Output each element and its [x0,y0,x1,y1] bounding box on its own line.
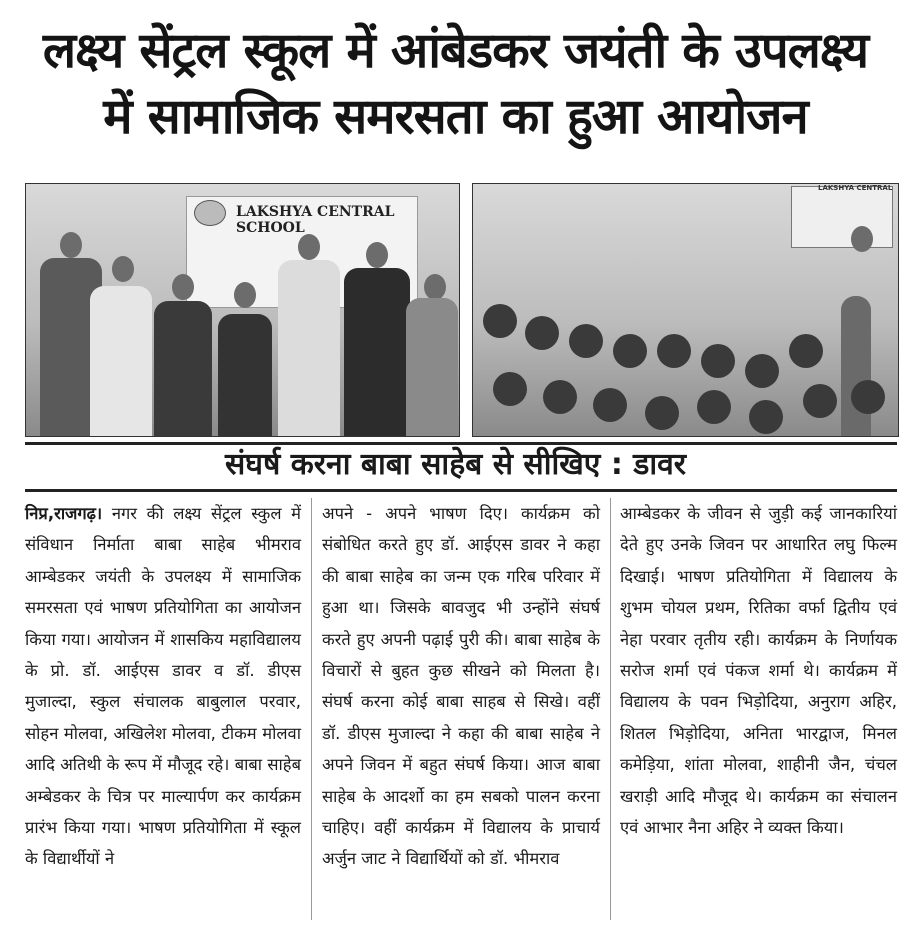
speaker [841,296,871,436]
poster-text: LAKSHYA CENTRAL [818,184,893,192]
audience-head [657,334,691,368]
audience-head [789,334,823,368]
audience-head [593,388,627,422]
photo-guests-on-stage [25,183,460,437]
audience-head [745,354,779,388]
ambedkar-poster [791,186,893,248]
person [154,301,212,436]
headline-line-1: लक्ष्य सेंट्रल स्कूल में आंबेडकर जयंती के उपलक्ष्य [42,22,869,79]
audience-head [697,390,731,424]
person-head [172,274,194,300]
article-column-3 [620,498,897,843]
headline [0,18,911,150]
audience-head [613,334,647,368]
photo-audience [472,183,899,437]
headline-line-2: में सामाजिक समरसता का हुआ आयोजन [103,88,808,145]
column-divider [610,498,611,920]
byline: निप्र,राजगढ़। [25,504,103,523]
person [344,268,410,436]
speaker-head [851,226,873,252]
audience-head [749,400,783,434]
audience-head [803,384,837,418]
audience-head [525,316,559,350]
person-head [424,274,446,300]
audience-head [851,380,885,414]
column-3-text: आम्बेडकर के जीवन से जुड़ी कई जानकारियां देते हुए उनके जिवन पर आधारित लघु फिल्म दिखाई। भाषण प्रतियोगिता में विद्यालय के शुभम चोयल प्रथम, रितिका वर्फा द्वितीय एवं नेहा परवार तृतीय रही। कार्यक्रम के निर्णायक सरोज शर्मा एवं पंकज शर्मा थे। कार्यक्रम में विद्यालय के पवन भिड़ोदिया, अनुराग अहिर, शितल भिड़ोदिया, अनिता भारद्वाज, मिनल कमेड़िया, शांता मोलवा, शाहीनी जैन, चंचल खराड़ी आदि मौजूद थे। कार्यक्रम का संचालन एवं आभार नैना अहिर ने व्यक्त किया। [620,504,897,838]
column-2-text: अपने - अपने भाषण दिए। कार्यक्रम को संबोधित करते हुए डॉ. आईएस डावर ने कहा की बाबा साहेब का जन्म एक गरिब परिवार में हुआ था। जिसके बावजुद भी उन्होंने संघर्ष करते हुए अपनी पढ़ाई पुरी की। बाबा साहेब के विचारों से बुहत कुछ सीखने को मिलता है। संघर्ष करना कोई बाबा साहब से सिखे। वहीं डॉ. डीएस मुजाल्दा ने कहा की बाबा साहेब ने अपने जिवन में बहुत संघर्ष किया। आज बाबा साहेब के आदर्शो का हम सबको पालन करना चाहिए। वहीं कार्यक्रम में विद्यालय के प्राचार्य अर्जुन जाट ने विद्यार्थियों को डॉ. भीमराव [322,504,600,869]
audience-head [543,380,577,414]
audience-head [483,304,517,338]
audience-head [493,372,527,406]
school-logo-icon [194,200,226,226]
subheadline: संघर्ष करना बाबा साहेब से सीखिए : डावर [224,447,687,482]
person-head [366,242,388,268]
person-head [60,232,82,258]
audience-head [569,324,603,358]
column-1-text: नगर की लक्ष्य सेंट्रल स्कुल में संविधान निर्माता बाबा साहेब भीमराव आम्बेडकर जयंती के उपलक्ष्य में सामाजिक समरसता एवं भाषण प्रतियोगिता का आयोजन किया गया। आयोजन में शासकिय महाविद्यालय के प्रो. डॉ. आईएस डावर व डॉ. डीएस मुजाल्दा, स्कुल संचालक बाबुलाल परवार, सोहन मोलवा, अखिलेश मोलवा, टीकम मोलवा आदि अतिथी के रूप में मौजूद रहे। बाबा साहेब अम्बेडकर के चित्र पर माल्यार्पण कर कार्यक्रम प्रारंभ किया गया। भाषण प्रतियोगिता में स्कूल के विद्यार्थीयों ने [25,504,301,869]
person [90,286,152,436]
person-head [298,234,320,260]
column-divider [311,498,312,920]
person-head [234,282,256,308]
audience-head [701,344,735,378]
article-column-1 [25,498,301,875]
person [406,298,458,436]
person-head [112,256,134,282]
article-column-2 [322,498,600,875]
subhead-rule-bottom [25,489,897,492]
banner-text: LAKSHYA CENTRAL SCHOOL [236,204,395,236]
person [218,314,272,436]
person [278,260,340,436]
audience-head [645,396,679,430]
